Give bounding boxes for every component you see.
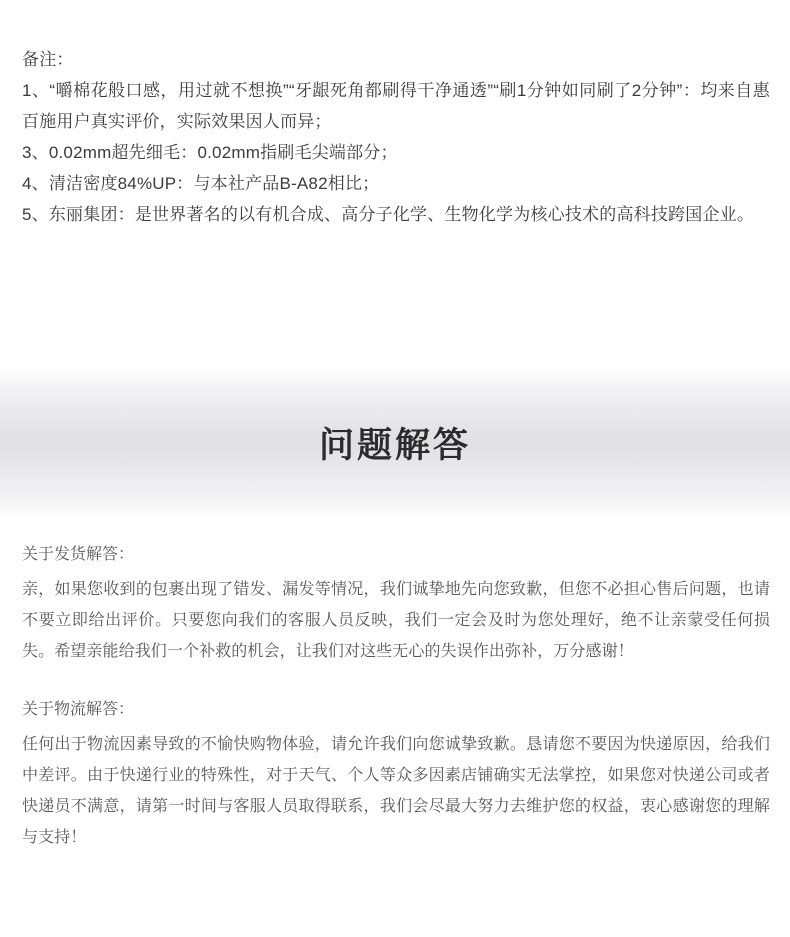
qa-block	[22, 540, 770, 881]
qa-banner	[0, 365, 790, 520]
notes-line-4: 5、东丽集团：是世界著名的以有机合成、高分子化学、生物化学为核心技术的高科技跨国企业。	[22, 205, 755, 224]
notes-title: 备注：	[22, 50, 74, 69]
notes-line-1: 1、“嚼棉花般口感，用过就不想换”“牙龈死角都刷得干净通透”“刷1分钟如同刷了2分钟”：均来自惠百施用户真实评价，实际效果因人而异；	[22, 81, 770, 131]
qa-section-shipping	[22, 540, 770, 667]
qa-heading-logistics: 关于物流解答：	[22, 701, 135, 718]
notes-line-3: 4、清洁密度84%UP：与本社产品B-A82相比；	[22, 174, 380, 193]
qa-section-logistics	[22, 695, 770, 853]
qa-body-logistics: 任何出于物流因素导致的不愉快购物体验，请允许我们向您诚挚致歉。恳请您不要因为快递原因，给我们中差评。由于快递行业的特殊性，对于天气、个人等众多因素店铺确实无法掌控，如果您对快递公司或者快递员不满意，请第一时间与客服人员取得联系，我们会尽最大努力去维护您的权益，衷心感谢您的理解与支持！	[22, 736, 770, 846]
notes-line-2: 3、0.02mm超先细毛：0.02mm指刷毛尖端部分；	[22, 143, 398, 162]
qa-heading-shipping: 关于发货解答：	[22, 546, 135, 563]
qa-banner-title: 问题解答	[318, 425, 471, 465]
qa-body-shipping: 亲，如果您收到的包裹出现了错发、漏发等情况，我们诚挚地先向您致歉，但您不必担心售后问题，也请不要立即给出评价。只要您向我们的客服人员反映，我们一定会及时为您处理好，绝不让亲蒙受任何损失。希望亲能给我们一个补救的机会，让我们对这些无心的失误作出弥补，万分感谢！	[22, 581, 770, 660]
notes-block	[22, 44, 770, 230]
